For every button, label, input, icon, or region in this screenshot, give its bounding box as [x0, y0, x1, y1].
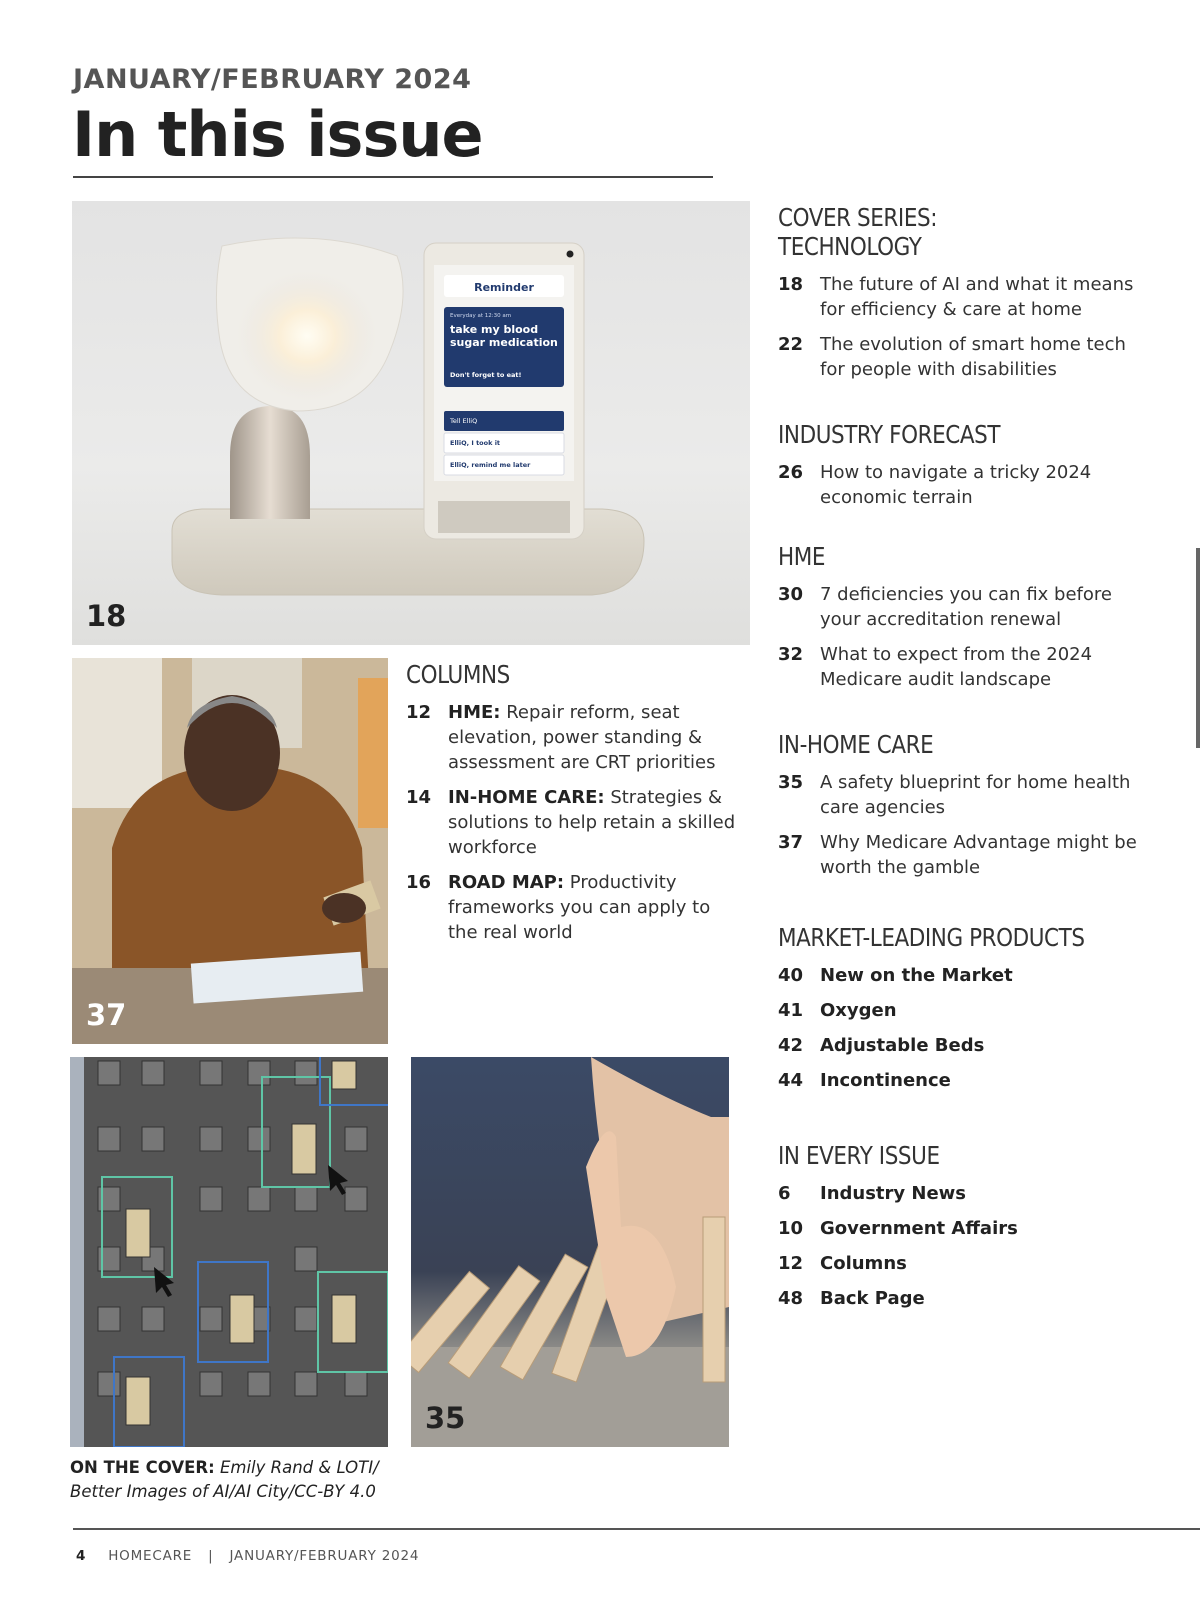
entry-text: Strategies & solutions to help retain a skilled workforce — [448, 787, 736, 858]
toc-entry[interactable] — [778, 1068, 1138, 1093]
entry-text: Incontinence — [820, 1070, 951, 1091]
entry-text: Back Page — [820, 1288, 925, 1309]
footer-separator: | — [208, 1548, 214, 1564]
photo-page-number: 35 — [425, 1401, 466, 1435]
entry-text: Oxygen — [820, 1000, 897, 1021]
section-heading-line2: TECHNOLOGY — [778, 232, 922, 261]
issue-date: JANUARY/FEBRUARY 2024 — [73, 64, 472, 95]
device-illustration — [72, 201, 750, 645]
toc-entry[interactable] — [778, 1216, 1138, 1241]
entry-text: Government Affairs — [820, 1218, 1018, 1239]
entry-text: New on the Market — [820, 965, 1013, 986]
toc-entry[interactable] — [406, 870, 736, 945]
toc-entry[interactable] — [778, 272, 1138, 322]
entry-text: Columns — [820, 1253, 907, 1274]
toc-entry[interactable] — [406, 700, 736, 775]
section-heading: COLUMNS — [406, 660, 510, 689]
footer-page-number: 4 — [76, 1548, 87, 1564]
section-heading: MARKET-LEADING PRODUCTS — [778, 923, 1085, 952]
toc-entry[interactable] — [778, 1181, 1138, 1206]
columns-section — [406, 660, 736, 945]
footer-issue-date: JANUARY/FEBRUARY 2024 — [229, 1548, 420, 1564]
title-divider — [73, 176, 713, 178]
entry-page: 42 — [778, 1035, 804, 1056]
toc-entry[interactable] — [406, 785, 736, 860]
toc-entry[interactable] — [778, 770, 1138, 820]
entry-text: A safety blueprint for home health care agencies — [820, 772, 1131, 818]
toc-entry[interactable] — [778, 582, 1138, 632]
photo-page-number: 18 — [86, 599, 127, 633]
toc-entry[interactable] — [778, 830, 1138, 880]
toc-entry[interactable] — [778, 1251, 1138, 1276]
toc-entry[interactable] — [778, 1033, 1138, 1058]
entry-page: 30 — [778, 584, 804, 605]
cover-art — [70, 1057, 388, 1447]
screen-option-2: ElliQ, remind me later — [450, 461, 531, 469]
entry-page: 40 — [778, 965, 804, 986]
entry-text: Why Medicare Advantage might be worth the gamble — [820, 832, 1137, 878]
entry-page: 6 — [778, 1183, 791, 1204]
entry-page: 37 — [778, 832, 804, 853]
entry-page: 18 — [778, 274, 804, 295]
industry-forecast-section — [778, 420, 1138, 510]
man-photo — [72, 658, 388, 1044]
cover-series-section — [778, 203, 1138, 382]
page-edge-tab — [1196, 548, 1200, 748]
entry-page: 22 — [778, 334, 804, 355]
toc-entry[interactable] — [778, 642, 1138, 692]
in-home-care-section — [778, 730, 1138, 880]
market-leading-section — [778, 923, 1138, 1093]
entry-page: 10 — [778, 1218, 804, 1239]
toc-entry[interactable] — [778, 998, 1138, 1023]
entry-text: The future of AI and what it means for efficiency & care at home — [820, 274, 1134, 320]
section-heading: IN-HOME CARE — [778, 730, 934, 759]
entry-page: 48 — [778, 1288, 804, 1309]
entry-text: 7 deficiencies you can fix before your accreditation renewal — [820, 584, 1112, 630]
dominoes-illustration — [411, 1057, 729, 1447]
toc-entry[interactable] — [778, 332, 1138, 382]
dominoes-photo — [411, 1057, 729, 1447]
entry-page: 32 — [778, 644, 804, 665]
section-heading: IN EVERY ISSUE — [778, 1141, 940, 1170]
entry-page: 16 — [406, 872, 432, 893]
entry-text: Adjustable Beds — [820, 1035, 985, 1056]
entry-text: Repair reform, seat elevation, power standing & assessment are CRT priorities — [448, 702, 716, 773]
entry-label: IN-HOME CARE: — [448, 787, 605, 808]
toc-entry[interactable] — [778, 963, 1138, 988]
screen-sub: Don't forget to eat! — [450, 371, 522, 379]
hme-section — [778, 542, 1138, 692]
footer — [76, 1548, 419, 1564]
entry-text: Industry News — [820, 1183, 967, 1204]
footer-divider — [73, 1528, 1200, 1530]
man-illustration — [72, 658, 388, 1044]
section-heading: HME — [778, 542, 826, 571]
entry-text: Productivity frameworks you can apply to the real world — [448, 872, 711, 943]
footer-publication: HOMECARE — [108, 1548, 193, 1564]
screen-option-1: ElliQ, I took it — [450, 439, 501, 447]
toc-entry[interactable] — [778, 1286, 1138, 1311]
every-issue-section — [778, 1141, 1138, 1311]
section-heading: INDUSTRY FORECAST — [778, 420, 1001, 449]
cover-credit-label: ON THE COVER: — [70, 1458, 215, 1477]
building-illustration — [70, 1057, 388, 1447]
entry-text: The evolution of smart home tech for people with disabilities — [820, 334, 1126, 380]
entry-text: How to navigate a tricky 2024 economic terrain — [820, 462, 1092, 508]
entry-text: What to expect from the 2024 Medicare audit landscape — [820, 644, 1093, 690]
entry-page: 26 — [778, 462, 804, 483]
screen-tell: Tell ElliQ — [450, 417, 478, 425]
device-photo — [72, 201, 750, 645]
entry-label: ROAD MAP: — [448, 872, 565, 893]
screen-reminder: Reminder — [474, 281, 534, 294]
photo-page-number: 37 — [86, 998, 127, 1032]
entry-page: 35 — [778, 772, 804, 793]
entry-page: 12 — [778, 1253, 804, 1274]
entry-page: 44 — [778, 1070, 804, 1091]
entry-page: 14 — [406, 787, 432, 808]
screen-message: take my blood sugar medication — [450, 323, 558, 349]
screen-time: Everyday at 12:30 am — [450, 313, 512, 319]
entry-label: HME: — [448, 702, 501, 723]
page-title: In this issue — [72, 98, 483, 171]
entry-page: 12 — [406, 702, 432, 723]
entry-page: 41 — [778, 1000, 804, 1021]
section-heading: COVER SERIES: — [778, 203, 938, 232]
toc-entry[interactable] — [778, 460, 1138, 510]
cover-credit — [70, 1456, 400, 1504]
cover-credit-text: Emily Rand & LOTI/ Better Images of AI/AI City/CC-BY 4.0 — [70, 1458, 379, 1501]
